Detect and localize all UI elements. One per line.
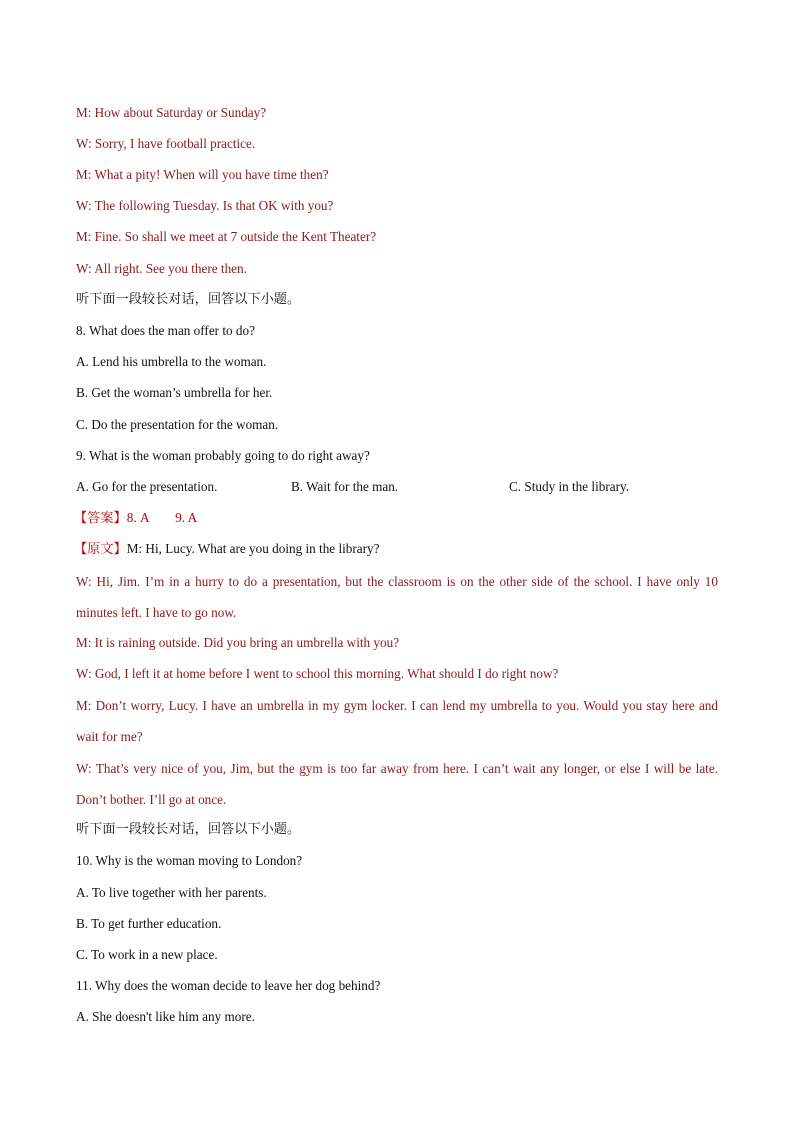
question-11: 11. Why does the woman decide to leave her dog behind?	[76, 978, 381, 993]
transcript-first-line	[74, 540, 379, 559]
answer-tag: 【答案】	[74, 511, 127, 526]
transcript-line: M: It is raining outside. Did you bring an umbrella with you?	[76, 635, 400, 650]
dialogue-line: W: The following Tuesday. Is that OK with you?	[76, 198, 334, 213]
question-8: 8. What does the man offer to do?	[76, 323, 255, 338]
dialogue-line: M: How about Saturday or Sunday?	[76, 105, 267, 120]
q8-option-b: B. Get the woman’s umbrella for her.	[76, 385, 273, 400]
transcript-line: W: Hi, Jim. I’m in a hurry to do a presentation, but the classroom is on the other side of the school. I have only 10 minutes left. I have to go now.	[76, 574, 718, 620]
transcript-tag: 【原文】	[74, 542, 127, 557]
q9-option-a: A. Go for the presentation.	[76, 479, 218, 494]
transcript-line: M: Hi, Lucy. What are you doing in the library?	[126, 541, 380, 556]
dialogue-line: M: Fine. So shall we meet at 7 outside the Kent Theater?	[76, 229, 377, 244]
dialogue-line: M: What a pity! When will you have time then?	[76, 167, 329, 182]
answer-text: 8. A 9. A	[126, 510, 198, 525]
q10-option-a: A. To live together with her parents.	[76, 885, 267, 900]
answer-line	[74, 509, 197, 528]
q10-option-c: C. To work in a new place.	[76, 947, 218, 962]
q9-option-c: C. Study in the library.	[509, 479, 630, 494]
transcript-line: W: That’s very nice of you, Jim, but the gym is too far away from here. I can’t wait any longer, or else I will be late. Don’t bother. I’ll go at once.	[76, 761, 718, 807]
section-instruction: 听下面一段较长对话，回答以下小题。	[76, 822, 301, 837]
transcript-line: M: Don’t worry, Lucy. I have an umbrella in my gym locker. I can lend my umbrella to you. Would you stay here and wait for me?	[76, 698, 718, 744]
q11-option-a: A. She doesn't like him any more.	[76, 1009, 255, 1024]
dialogue-line: W: Sorry, I have football practice.	[76, 136, 256, 151]
section-instruction: 听下面一段较长对话，回答以下小题。	[76, 292, 301, 307]
question-9: 9. What is the woman probably going to do right away?	[76, 448, 370, 463]
q9-option-b: B. Wait for the man.	[291, 479, 399, 494]
dialogue-line: W: All right. See you there then.	[76, 261, 247, 276]
q8-option-a: A. Lend his umbrella to the woman.	[76, 354, 267, 369]
q10-option-b: B. To get further education.	[76, 916, 222, 931]
q8-option-c: C. Do the presentation for the woman.	[76, 417, 279, 432]
question-10: 10. Why is the woman moving to London?	[76, 853, 303, 868]
transcript-line: W: God, I left it at home before I went to school this morning. What should I do right now?	[76, 666, 559, 681]
